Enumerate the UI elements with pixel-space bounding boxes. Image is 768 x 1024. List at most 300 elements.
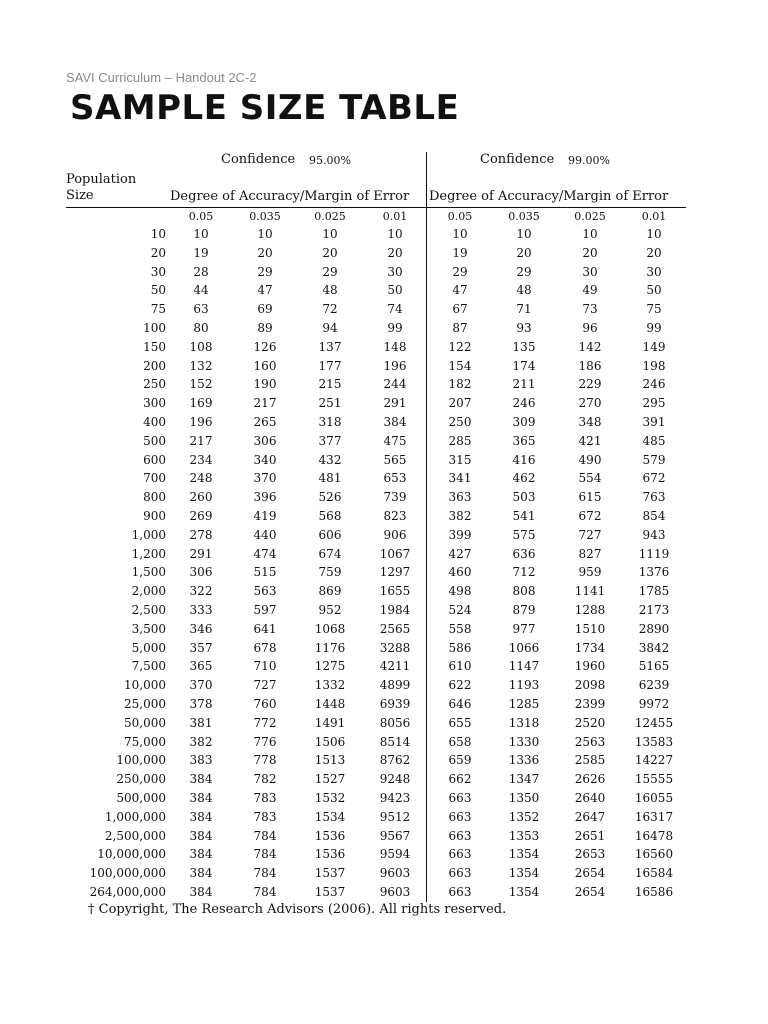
sample-size-cell: 75 [646, 302, 662, 317]
sample-size-cell: 198 [642, 358, 666, 373]
sample-size-cell: 1536 [314, 847, 346, 862]
sample-size-cell: 739 [383, 490, 407, 505]
sample-size-cell: 663 [448, 866, 472, 881]
sample-size-cell: 177 [318, 358, 342, 373]
sample-size-cell: 10 [387, 227, 403, 241]
sample-size-cell: 727 [253, 678, 277, 693]
sample-size-cell: 515 [253, 565, 277, 580]
sample-size-cell: 663 [448, 828, 472, 843]
sample-size-cell: 460 [448, 565, 472, 580]
sample-size-cell: 48 [322, 283, 338, 298]
sample-size-cell: 217 [253, 396, 277, 411]
sample-size-cell: 174 [512, 358, 536, 373]
sample-size-cell: 498 [448, 584, 472, 599]
sample-size-cell: 250 [448, 414, 472, 429]
sample-size-cell: 2585 [574, 753, 606, 768]
sample-size-cell: 126 [253, 339, 277, 354]
sample-size-cell: 382 [448, 508, 472, 523]
sample-size-cell: 309 [512, 414, 536, 429]
population-size-cell: 200 [143, 358, 166, 373]
sample-size-cell: 244 [383, 377, 407, 392]
sample-size-cell: 1353 [508, 828, 540, 843]
population-size-cell: 10 [150, 227, 166, 241]
population-size-cell: 250,000 [116, 772, 166, 787]
sample-size-cell: 346 [189, 621, 213, 636]
sample-size-cell: 2654 [574, 884, 606, 899]
sample-size-cell: 1376 [638, 565, 670, 580]
sample-size-cell: 1734 [574, 640, 606, 655]
sample-size-cell: 30 [646, 264, 662, 279]
sample-size-cell: 579 [642, 452, 666, 467]
sample-size-cell: 663 [448, 884, 472, 899]
sample-size-cell: 384 [189, 809, 213, 824]
sample-size-cell: 586 [448, 640, 472, 655]
population-label-line1: Population [66, 172, 137, 187]
table-row [0, 377, 768, 396]
sample-size-cell: 1275 [314, 659, 346, 674]
sample-size-cell: 1513 [314, 753, 346, 768]
sample-size-cell: 575 [512, 527, 536, 542]
sample-size-cell: 2399 [574, 696, 606, 711]
sample-size-cell: 44 [193, 283, 209, 298]
sample-size-cell: 2647 [574, 809, 606, 824]
sample-size-cell: 475 [383, 433, 407, 448]
sample-size-cell: 524 [448, 602, 472, 617]
sample-size-cell: 9512 [379, 809, 411, 824]
sample-size-cell: 14227 [634, 753, 674, 768]
sample-size-cell: 291 [189, 546, 213, 561]
table-row [0, 829, 768, 848]
table-row [0, 471, 768, 490]
sample-size-cell: 30 [387, 264, 403, 279]
sample-size-cell: 96 [582, 320, 598, 335]
sample-size-cell: 1960 [574, 659, 606, 674]
sample-size-cell: 440 [253, 527, 277, 542]
sample-size-cell: 50 [387, 283, 403, 298]
sample-size-cell: 4899 [379, 678, 411, 693]
sample-size-cell: 419 [253, 508, 277, 523]
sample-size-cell: 29 [516, 264, 532, 279]
sample-size-cell: 672 [578, 508, 602, 523]
population-size-label [66, 172, 136, 204]
table-row [0, 227, 768, 246]
sample-size-cell: 1285 [508, 696, 540, 711]
sample-size-cell: 3288 [379, 640, 411, 655]
sample-size-cell: 663 [448, 809, 472, 824]
population-label-line2: Size [66, 188, 94, 203]
sample-size-cell: 384 [189, 828, 213, 843]
sample-size-cell: 20 [516, 245, 532, 260]
sample-size-cell: 396 [253, 490, 277, 505]
sample-size-cell: 270 [578, 396, 602, 411]
sample-size-cell: 1655 [379, 584, 411, 599]
sample-size-cell: 341 [448, 471, 472, 486]
sample-size-cell: 89 [257, 320, 273, 335]
sample-size-cell: 348 [578, 414, 602, 429]
sample-size-cell: 340 [253, 452, 277, 467]
population-size-cell: 800 [143, 490, 166, 505]
population-size-cell: 2,500,000 [104, 828, 166, 843]
sample-size-cell: 9248 [379, 772, 411, 787]
sample-size-cell: 69 [257, 302, 273, 317]
sample-size-cell: 541 [512, 508, 536, 523]
sample-size-table [0, 227, 768, 904]
sample-size-cell: 827 [578, 546, 602, 561]
sample-size-cell: 384 [189, 772, 213, 787]
sample-size-cell: 568 [318, 508, 342, 523]
left-margin-of-error-label: Degree of Accuracy/Margin of Error [170, 189, 410, 204]
sample-size-cell: 71 [516, 302, 532, 317]
sample-size-cell: 1510 [574, 621, 606, 636]
sample-size-cell: 122 [448, 339, 472, 354]
sample-size-cell: 778 [253, 753, 277, 768]
sample-size-cell: 383 [189, 753, 213, 768]
sample-size-cell: 20 [322, 245, 338, 260]
sample-size-cell: 10 [452, 227, 468, 241]
sample-size-cell: 10 [322, 227, 338, 241]
table-row [0, 415, 768, 434]
sample-size-cell: 260 [189, 490, 213, 505]
sample-size-cell: 503 [512, 490, 536, 505]
sample-size-cell: 5165 [638, 659, 670, 674]
sample-size-cell: 565 [383, 452, 407, 467]
sample-size-cell: 246 [512, 396, 536, 411]
sample-size-cell: 2098 [574, 678, 606, 693]
sample-size-cell: 15555 [634, 772, 674, 787]
population-size-cell: 25,000 [124, 696, 166, 711]
population-size-cell: 600 [143, 452, 166, 467]
sample-size-cell: 1354 [508, 884, 540, 899]
sample-size-cell: 6939 [379, 696, 411, 711]
sample-size-cell: 363 [448, 490, 472, 505]
sample-size-cell: 1534 [314, 809, 346, 824]
sample-size-cell: 306 [253, 433, 277, 448]
sample-size-cell: 399 [448, 527, 472, 542]
sample-size-cell: 29 [257, 264, 273, 279]
sample-size-cell: 384 [189, 884, 213, 899]
table-row [0, 528, 768, 547]
table-row [0, 490, 768, 509]
sample-size-cell: 12455 [634, 715, 674, 730]
sample-size-cell: 381 [189, 715, 213, 730]
sample-size-cell: 365 [189, 659, 213, 674]
sample-size-cell: 99 [387, 320, 403, 335]
sample-size-cell: 8514 [379, 734, 411, 749]
sample-size-cell: 2653 [574, 847, 606, 862]
table-row [0, 847, 768, 866]
sample-size-cell: 606 [318, 527, 342, 542]
population-size-cell: 500 [143, 433, 166, 448]
sample-size-cell: 1448 [314, 696, 346, 711]
population-size-cell: 20 [150, 245, 166, 260]
sample-size-cell: 869 [318, 584, 342, 599]
margin-header: 0.035 [249, 210, 281, 223]
population-size-cell: 10,000 [124, 678, 166, 693]
sample-size-cell: 108 [189, 339, 213, 354]
sample-size-cell: 370 [189, 678, 213, 693]
sample-size-cell: 1332 [314, 678, 346, 693]
population-size-cell: 300 [143, 396, 166, 411]
sample-size-cell: 776 [253, 734, 277, 749]
sample-size-cell: 9567 [379, 828, 411, 843]
sample-size-cell: 784 [253, 828, 277, 843]
table-row [0, 678, 768, 697]
sample-size-cell: 2520 [574, 715, 606, 730]
sample-size-cell: 318 [318, 414, 342, 429]
table-row [0, 302, 768, 321]
sample-size-cell: 29 [322, 264, 338, 279]
table-row [0, 547, 768, 566]
sample-size-cell: 977 [512, 621, 536, 636]
sample-size-cell: 169 [189, 396, 213, 411]
population-size-cell: 250 [143, 377, 166, 392]
sample-size-cell: 384 [189, 847, 213, 862]
sample-size-cell: 16055 [634, 790, 674, 805]
sample-size-cell: 229 [578, 377, 602, 392]
sample-size-cell: 28 [193, 264, 209, 279]
sample-size-cell: 217 [189, 433, 213, 448]
sample-size-cell: 1536 [314, 828, 346, 843]
sample-size-cell: 1141 [574, 584, 606, 599]
table-row [0, 753, 768, 772]
sample-size-cell: 1068 [314, 621, 346, 636]
sample-size-cell: 416 [512, 452, 536, 467]
sample-size-cell: 246 [642, 377, 666, 392]
sample-size-cell: 9603 [379, 866, 411, 881]
sample-size-cell: 207 [448, 396, 472, 411]
sample-size-cell: 384 [189, 790, 213, 805]
left-confidence-value: 95.00% [309, 154, 351, 167]
sample-size-cell: 1147 [508, 659, 540, 674]
sample-size-cell: 808 [512, 584, 536, 599]
table-row [0, 697, 768, 716]
population-size-cell: 50 [150, 283, 166, 298]
sample-size-cell: 357 [189, 640, 213, 655]
sample-size-cell: 265 [253, 414, 277, 429]
sample-size-cell: 16560 [634, 847, 674, 862]
sample-size-cell: 149 [642, 339, 666, 354]
table-row [0, 434, 768, 453]
margin-header: 0.01 [641, 210, 667, 223]
table-row [0, 584, 768, 603]
sample-size-cell: 234 [189, 452, 213, 467]
sample-size-cell: 1347 [508, 772, 540, 787]
copyright-footer: † Copyright, The Research Advisors (2006). All rights reserved. [88, 902, 507, 917]
sample-size-cell: 285 [448, 433, 472, 448]
sample-size-cell: 558 [448, 621, 472, 636]
sample-size-cell: 655 [448, 715, 472, 730]
page-title: SAMPLE SIZE TABLE [70, 88, 460, 128]
table-row [0, 265, 768, 284]
sample-size-cell: 906 [383, 527, 407, 542]
sample-size-cell: 74 [387, 302, 403, 317]
table-row [0, 509, 768, 528]
table-row [0, 791, 768, 810]
sample-size-cell: 854 [642, 508, 666, 523]
sample-size-cell: 295 [642, 396, 666, 411]
sample-size-cell: 16584 [634, 866, 674, 881]
sample-size-cell: 196 [383, 358, 407, 373]
population-size-cell: 2,500 [131, 602, 166, 617]
sample-size-cell: 67 [452, 302, 468, 317]
population-size-cell: 10,000,000 [97, 847, 166, 862]
sample-size-cell: 1193 [508, 678, 540, 693]
sample-size-cell: 1354 [508, 847, 540, 862]
sample-size-cell: 959 [578, 565, 602, 580]
sample-size-cell: 763 [642, 490, 666, 505]
sample-size-cell: 2173 [638, 602, 670, 617]
sample-size-cell: 662 [448, 772, 472, 787]
sample-size-cell: 1350 [508, 790, 540, 805]
sample-size-cell: 160 [253, 358, 277, 373]
sample-size-cell: 182 [448, 377, 472, 392]
sample-size-cell: 760 [253, 696, 277, 711]
population-size-cell: 30 [150, 264, 166, 279]
sample-size-cell: 384 [383, 414, 407, 429]
sample-size-cell: 485 [642, 433, 666, 448]
sample-size-cell: 663 [448, 847, 472, 862]
sample-size-cell: 72 [322, 302, 338, 317]
sample-size-cell: 2563 [574, 734, 606, 749]
sample-size-cell: 322 [189, 584, 213, 599]
margin-header: 0.035 [508, 210, 540, 223]
sample-size-cell: 784 [253, 884, 277, 899]
sample-size-cell: 9972 [638, 696, 670, 711]
sample-size-cell: 16317 [634, 809, 674, 824]
sample-size-cell: 2640 [574, 790, 606, 805]
sample-size-cell: 646 [448, 696, 472, 711]
sample-size-cell: 1537 [314, 884, 346, 899]
sample-size-cell: 10 [516, 227, 532, 241]
sample-size-cell: 1352 [508, 809, 540, 824]
table-row [0, 772, 768, 791]
sample-size-cell: 1067 [379, 546, 411, 561]
table-row [0, 359, 768, 378]
sample-size-cell: 9594 [379, 847, 411, 862]
sample-size-cell: 211 [512, 377, 536, 392]
table-row [0, 603, 768, 622]
sample-size-cell: 526 [318, 490, 342, 505]
sample-size-cell: 1506 [314, 734, 346, 749]
sample-size-cell: 759 [318, 565, 342, 580]
sample-size-cell: 597 [253, 602, 277, 617]
sample-size-cell: 135 [512, 339, 536, 354]
table-row [0, 716, 768, 735]
population-size-cell: 100,000 [116, 753, 166, 768]
sample-size-cell: 615 [578, 490, 602, 505]
table-row [0, 246, 768, 265]
sample-size-cell: 148 [383, 339, 407, 354]
table-row [0, 659, 768, 678]
population-size-cell: 75,000 [124, 734, 166, 749]
sample-size-cell: 8056 [379, 715, 411, 730]
sample-size-cell: 20 [257, 245, 273, 260]
population-size-cell: 400 [143, 414, 166, 429]
right-confidence-label: Confidence [480, 152, 555, 167]
sample-size-cell: 784 [253, 866, 277, 881]
sample-size-cell: 384 [189, 866, 213, 881]
sample-size-cell: 99 [646, 320, 662, 335]
population-size-cell: 700 [143, 471, 166, 486]
population-size-cell: 75 [150, 302, 166, 317]
sample-size-cell: 377 [318, 433, 342, 448]
population-size-cell: 5,000 [131, 640, 166, 655]
sample-size-cell: 16478 [634, 828, 674, 843]
sample-size-cell: 672 [642, 471, 666, 486]
sample-size-cell: 378 [189, 696, 213, 711]
population-size-cell: 1,000 [131, 527, 166, 542]
sample-size-cell: 2654 [574, 866, 606, 881]
sample-size-cell: 659 [448, 753, 472, 768]
sample-size-cell: 563 [253, 584, 277, 599]
handout-label: SAVI Curriculum – Handout 2C-2 [66, 70, 257, 85]
sample-size-cell: 783 [253, 809, 277, 824]
sample-size-cell: 291 [383, 396, 407, 411]
sample-size-cell: 641 [253, 621, 277, 636]
sample-size-cell: 1066 [508, 640, 540, 655]
sample-size-cell: 20 [582, 245, 598, 260]
table-row [0, 565, 768, 584]
sample-size-cell: 427 [448, 546, 472, 561]
sample-size-cell: 49 [582, 283, 598, 298]
right-confidence-value: 99.00% [568, 154, 610, 167]
sample-size-cell: 823 [383, 508, 407, 523]
sample-size-cell: 2565 [379, 621, 411, 636]
sample-size-cell: 365 [512, 433, 536, 448]
population-size-cell: 3,500 [131, 621, 166, 636]
population-size-cell: 2,000 [131, 584, 166, 599]
margin-header: 0.01 [382, 210, 408, 223]
sample-size-cell: 196 [189, 414, 213, 429]
left-confidence-label: Confidence [221, 152, 296, 167]
sample-size-cell: 1354 [508, 866, 540, 881]
sample-size-cell: 727 [578, 527, 602, 542]
population-size-cell: 264,000,000 [89, 884, 166, 899]
sample-size-cell: 490 [578, 452, 602, 467]
sample-size-cell: 1336 [508, 753, 540, 768]
sample-size-cell: 47 [452, 283, 468, 298]
population-size-cell: 7,500 [131, 659, 166, 674]
sample-size-cell: 132 [189, 358, 213, 373]
sample-size-cell: 80 [193, 320, 209, 335]
sample-size-cell: 1537 [314, 866, 346, 881]
margin-header: 0.05 [447, 210, 473, 223]
sample-size-cell: 663 [448, 790, 472, 805]
sample-size-cell: 712 [512, 565, 536, 580]
table-row [0, 321, 768, 340]
table-row [0, 735, 768, 754]
sample-size-cell: 20 [646, 245, 662, 260]
sample-size-cell: 269 [189, 508, 213, 523]
sample-size-cell: 1532 [314, 790, 346, 805]
sample-size-cell: 8762 [379, 753, 411, 768]
sample-size-cell: 63 [193, 302, 209, 317]
header-rule [66, 207, 686, 208]
margin-header: 0.05 [188, 210, 214, 223]
table-row [0, 641, 768, 660]
population-size-cell: 1,000,000 [104, 809, 166, 824]
population-size-cell: 100,000,000 [89, 866, 166, 881]
sample-size-cell: 315 [448, 452, 472, 467]
sample-size-cell: 879 [512, 602, 536, 617]
sample-size-cell: 10 [582, 227, 598, 241]
sample-size-cell: 710 [253, 659, 277, 674]
population-size-cell: 50,000 [124, 715, 166, 730]
sample-size-cell: 554 [578, 471, 602, 486]
sample-size-cell: 622 [448, 678, 472, 693]
sample-size-cell: 50 [646, 283, 662, 298]
sample-size-cell: 382 [189, 734, 213, 749]
